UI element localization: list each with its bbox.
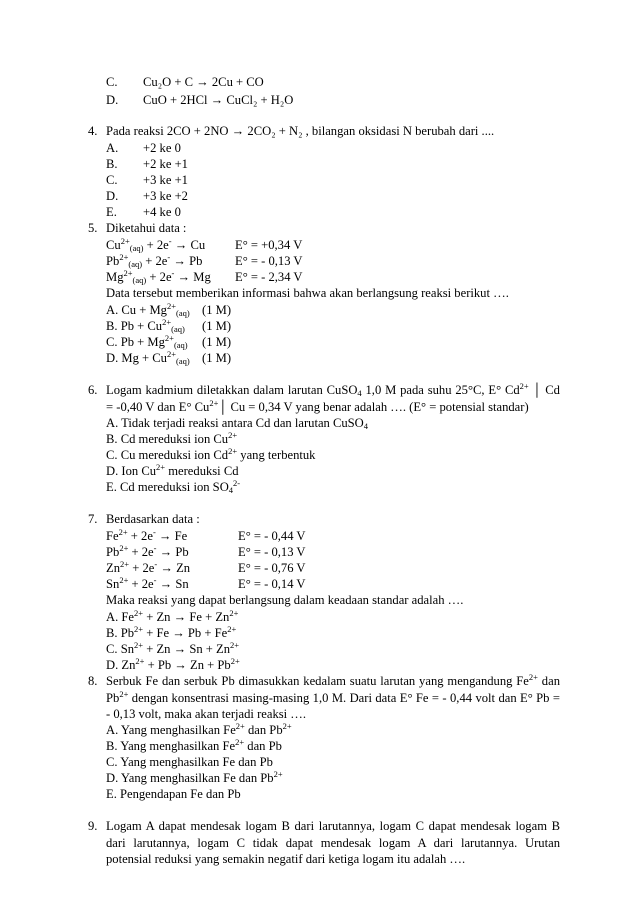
option-letter: C.	[106, 173, 118, 187]
concentration: (1 M)	[202, 319, 232, 333]
answer-option: B. $Pb + Cu^{2+}_{(aq)}$	[106, 317, 185, 334]
half-reaction: $Pb^{2+}_{(aq)} + 2e^- \to Pb$	[106, 252, 203, 269]
question-text: Logam A dapat mendesak logam B dari larutannya, logam C dapat mendesak logam B	[106, 819, 560, 833]
question-number: 8.	[88, 674, 98, 688]
answer-option: C. $Pb + Mg^{2+}_{(aq)}$	[106, 333, 188, 350]
question-text: = -0,40 V dan E° $Cu^{2+}│$ Cu = 0,34 V yang benar adalah …. (E° = potensial standar)	[106, 398, 529, 414]
question-text: Pada reaksi 2CO + 2NO → 2CO₂ + N₂ , bilangan oksidasi N berubah dari ....	[106, 124, 495, 138]
answer-option: B. Yang menghasilkan $Fe^{2+}$ dan Pb	[106, 737, 282, 753]
answer-option: C. Cu mereduksi ion $Cd^{2+}$ yang terbentuk	[106, 446, 316, 462]
question-number: 9.	[88, 819, 98, 833]
standard-potential: E° = +0,34 V	[235, 238, 303, 252]
option-text: +3 ke +1	[143, 173, 188, 187]
option-text: Cu₂O + C → 2Cu + CO	[143, 75, 264, 89]
option-letter: D.	[106, 93, 119, 107]
question-text: Logam kadmium diletakkan dalam larutan CuSO$_4$ 1,0 M pada suhu 25°C, E° $Cd^{2+}$ │ Cd	[106, 381, 560, 398]
answer-option: D. Yang menghasilkan Fe dan $Pb^{2+}$	[106, 769, 283, 785]
half-reaction: $Sn^{2+} + 2e^- \to Sn$	[106, 575, 189, 591]
question-number: 5.	[88, 221, 98, 235]
option-letter: D.	[106, 189, 119, 203]
question-text: Data tersebut memberikan informasi bahwa akan berlangsung reaksi berikut ….	[106, 286, 509, 300]
option-text: CuO + 2HCl → CuCl₂ + H₂O	[143, 93, 294, 107]
option-text: +4 ke 0	[143, 205, 181, 219]
standard-potential: E° = - 2,34 V	[235, 270, 303, 284]
option-text: +3 ke +2	[143, 189, 188, 203]
answer-option: E. Pengendapan Fe dan Pb	[106, 787, 241, 801]
answer-option: A. $Cu + Mg^{2+}_{(aq)}$	[106, 301, 190, 318]
question-number: 7.	[88, 512, 98, 526]
option-letter: C.	[106, 75, 118, 89]
half-reaction: $Cu^{2+}_{(aq)} + 2e^- \to Cu$	[106, 236, 206, 253]
answer-option: B. Cd mereduksi ion $Cu^{2+}$	[106, 430, 238, 446]
answer-option: A. Yang menghasilkan $Fe^{2+}$ dan $Pb^{2+}$	[106, 721, 292, 737]
half-reaction: $Pb^{2+} + 2e^- \to Pb$	[106, 543, 189, 559]
question-text: potensial reduksi yang semakin negatif dari ketiga logam itu adalah ….	[106, 852, 466, 866]
concentration: (1 M)	[202, 303, 232, 317]
option-letter: A.	[106, 141, 119, 155]
concentration: (1 M)	[202, 335, 232, 349]
question-text: Diketahui data :	[106, 221, 187, 235]
standard-potential: E° = - 0,14 V	[238, 577, 306, 591]
standard-potential: E° = - 0,76 V	[238, 561, 306, 575]
question-text: Berdasarkan data :	[106, 512, 200, 526]
answer-option: A. Tidak terjadi reaksi antara Cd dan larutan CuSO$_4$	[106, 416, 369, 431]
answer-option: D. Ion $Cu^{2+}$ mereduksi Cd	[106, 462, 239, 478]
half-reaction: $Zn^{2+} + 2e^- \to Zn$	[106, 559, 191, 575]
question-text: Maka reaksi yang dapat berlangsung dalam keadaan standar adalah ….	[106, 593, 464, 607]
option-text: +2 ke +1	[143, 157, 188, 171]
half-reaction: $Fe^{2+} + 2e^- \to Fe$	[106, 527, 188, 543]
question-number: 6.	[88, 383, 98, 397]
answer-option: A. $Fe^{2+} + Zn \to Fe + Zn^{2+}$	[106, 608, 239, 624]
question-text: dari larutannya, logam C tidak dapat mendesak logam A dari larutannya. Urutan	[106, 836, 560, 850]
standard-potential: E° = - 0,13 V	[235, 254, 303, 268]
standard-potential: E° = - 0,13 V	[238, 545, 306, 559]
option-letter: B.	[106, 157, 118, 171]
answer-option: D. $Zn^{2+} + Pb \to Zn + Pb^{2+}$	[106, 656, 240, 672]
answer-option: D. $Mg + Cu^{2+}_{(aq)}$	[106, 349, 190, 366]
answer-option: C. $Sn^{2+} + Zn \to Sn + Zn^{2+}$	[106, 640, 240, 656]
concentration: (1 M)	[202, 351, 232, 365]
answer-option: E. Cd mereduksi ion $SO_4^{2-}$	[106, 478, 241, 495]
question-text: $Pb^{2+}$ dengan konsentrasi masing-masing 1,0 M. Dari data E° Fe = - 0,44 volt dan E° Pb =	[106, 689, 560, 705]
half-reaction: $Mg^{2+}_{(aq)} + 2e^- \to Mg$	[106, 268, 211, 285]
question-text: Serbuk Fe dan serbuk Pb dimasukkan kedalam suatu larutan yang mengandung $Fe^{2+}$ dan	[106, 672, 560, 688]
question-number: 4.	[88, 124, 98, 138]
answer-option: B. $Pb^{2+} + Fe \to Pb + Fe^{2+}$	[106, 624, 237, 640]
question-text: - 0,13 volt, maka akan terjadi reaksi ….	[106, 707, 307, 721]
answer-option: C. Yang menghasilkan Fe dan Pb	[106, 755, 273, 769]
option-letter: E.	[106, 205, 117, 219]
standard-potential: E° = - 0,44 V	[238, 529, 306, 543]
option-text: +2 ke 0	[143, 141, 181, 155]
